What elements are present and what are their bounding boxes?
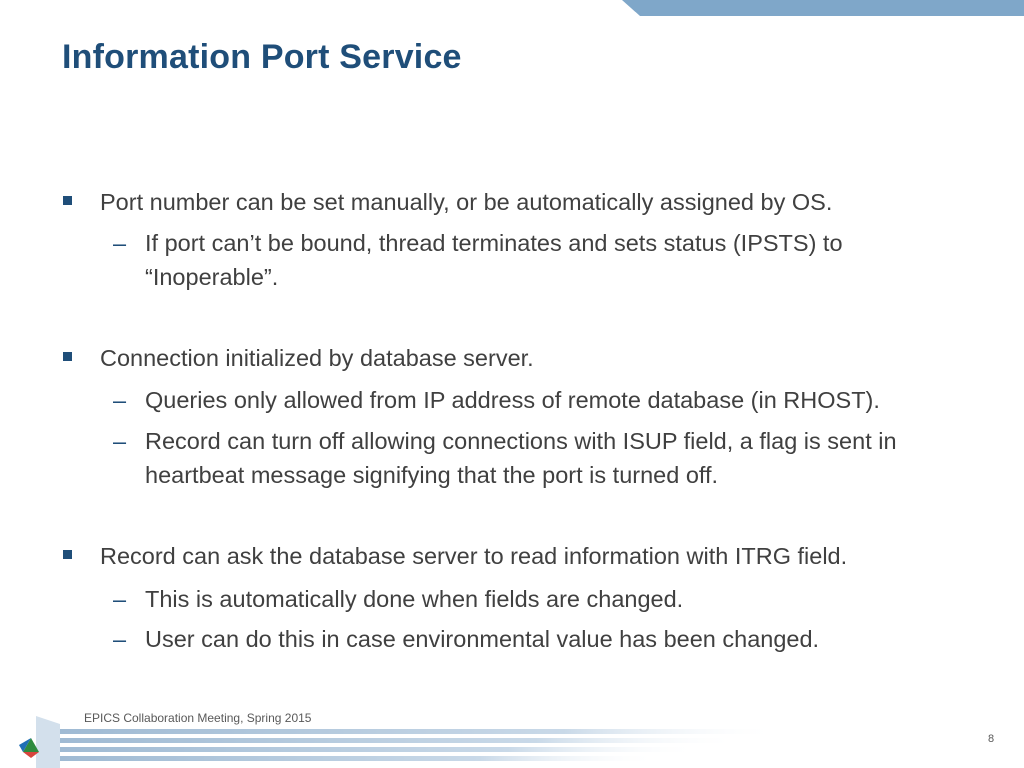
dash-icon: – <box>113 428 127 454</box>
dash-icon: – <box>113 586 127 612</box>
sub-bullet-item: If port can’t be bound, thread terminates and sets status (IPSTS) to “Inoperable”. <box>145 230 843 290</box>
bullet-item: Connection initialized by database server. <box>100 345 534 371</box>
page-number: 8 <box>988 733 995 745</box>
footer-text: EPICS Collaboration Meeting, Spring 2015 <box>84 711 312 725</box>
dash-icon: – <box>113 626 127 652</box>
sub-bullet-item: Record can turn off allowing connections with ISUP field, a flag is sent in heartbeat message signifying that the port is turned off. <box>145 428 897 488</box>
bullet-square-icon <box>63 550 72 559</box>
bullet-square-icon <box>63 196 72 205</box>
dash-icon: – <box>113 387 127 413</box>
sub-bullet-item: User can do this in case environmental value has been changed. <box>145 626 820 652</box>
bullet-item: Record can ask the database server to read information with ITRG field. <box>100 543 848 569</box>
bullet-square-icon <box>63 352 72 361</box>
sub-bullet-item: This is automatically done when fields are changed. <box>145 586 684 612</box>
dash-icon: – <box>113 230 127 256</box>
slide-title: Information Port Service <box>62 38 462 76</box>
top-accent-band <box>0 0 1024 18</box>
sub-bullet-item: Queries only allowed from IP address of remote database (in RHOST). <box>145 387 880 413</box>
bullet-item: Port number can be set manually, or be automatically assigned by OS. <box>100 189 833 215</box>
